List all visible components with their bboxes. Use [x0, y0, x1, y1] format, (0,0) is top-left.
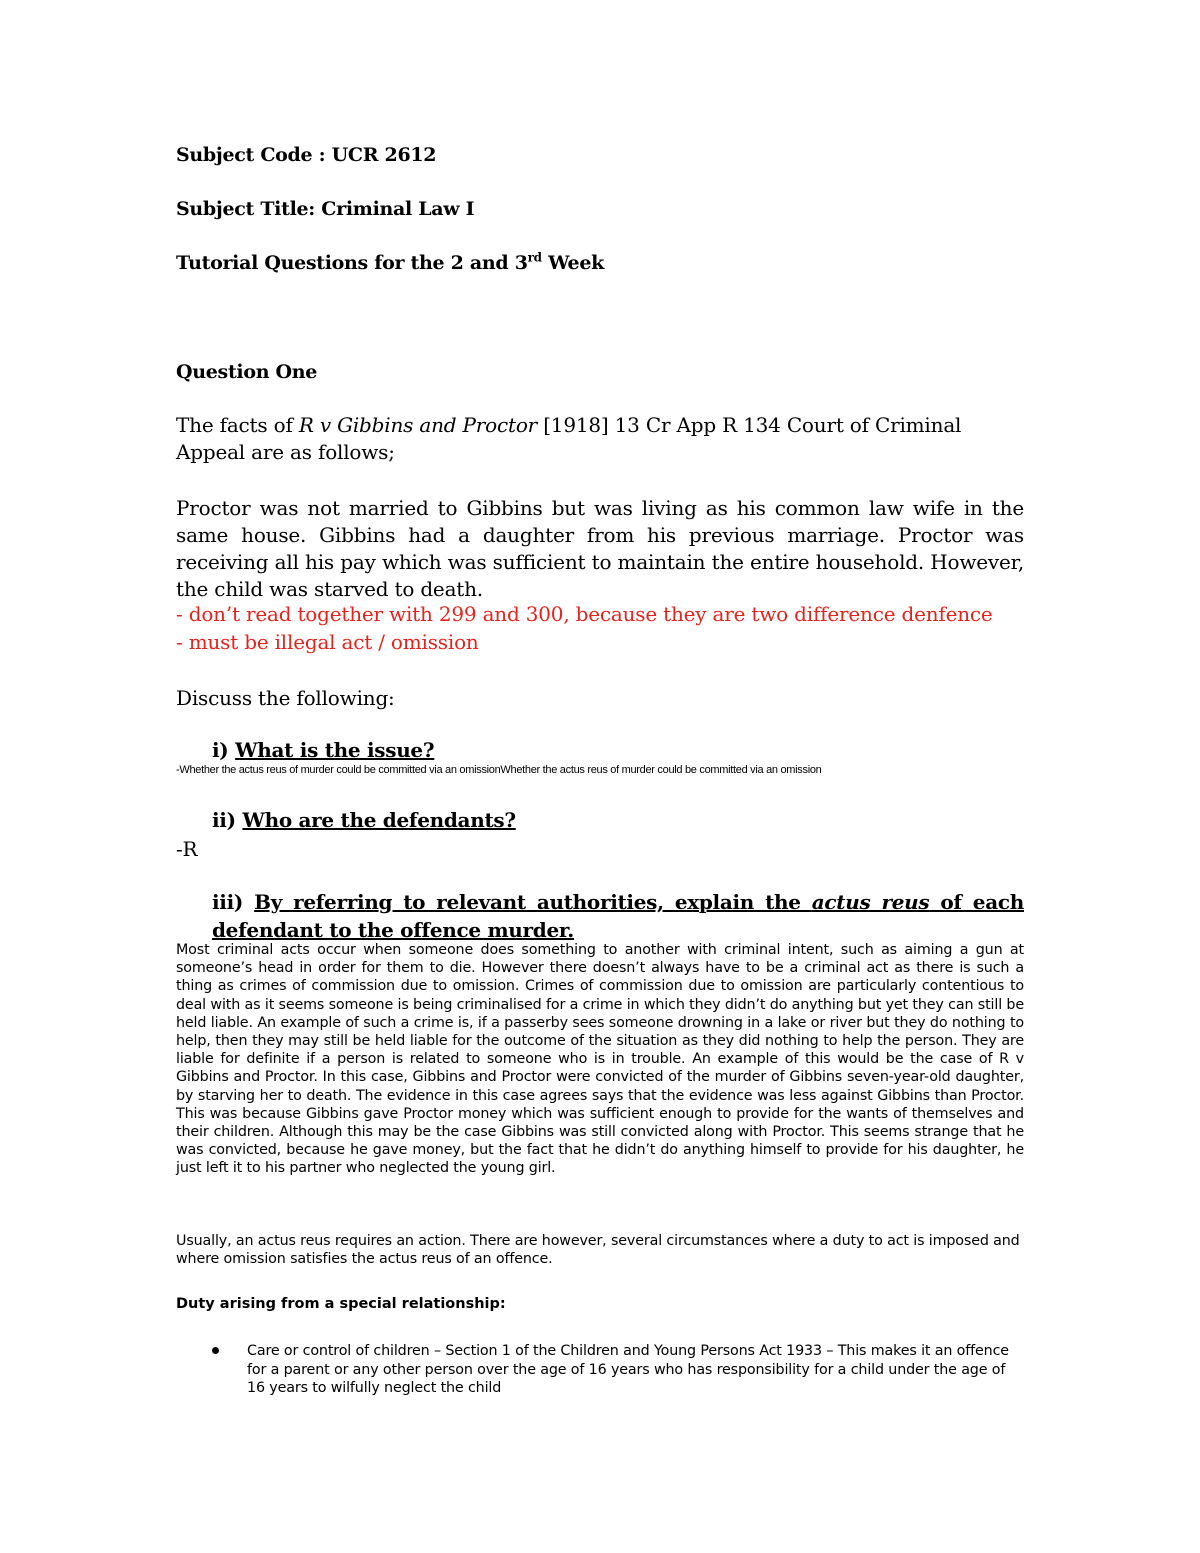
tutorial-title-sup: rd: [527, 250, 542, 265]
subject-code: Subject Code : UCR 2612: [176, 144, 437, 166]
facts-prefix: The facts of: [176, 413, 299, 437]
facts-case-name: R v Gibbins and Proctor: [298, 413, 538, 437]
question-iii-text-a: By referring to relevant authorities, explain the: [254, 890, 812, 914]
question-i-text: What is the issue?: [235, 738, 435, 762]
question-iii-label: iii): [212, 890, 255, 914]
answer-paragraph-2: Usually, an actus reus requires an action. There are however, several circumstances where a duty to act is imposed and where omission satisfies the actus reus of an offence.: [176, 1233, 1020, 1268]
facts-intro: [176, 412, 1016, 466]
question-i-answer: -Whether the actus reus of murder could be committed via an omissionWhether the actus reus of murder could be committed via an omission: [176, 764, 822, 776]
subject-title: Subject Title: Criminal Law I: [176, 198, 475, 220]
question-ii-answer: -R: [176, 837, 198, 861]
question-iii: [212, 888, 1024, 944]
question-one-heading: Question One: [176, 361, 318, 383]
bullet-icon: [212, 1347, 219, 1354]
note-line-2: - must be illegal act / omission: [176, 630, 479, 654]
question-iii-text-b: of each defendant to the offence murder.: [212, 890, 1024, 942]
question-i-label: i): [212, 738, 236, 762]
bullet-item-1: Care or control of children – Section 1 of the Children and Young Persons Act 1933 – This makes it an offence for a parent or any other person over the age of 16 years who has responsibility for a child under the age of 16 years to wilfully neglect the child: [247, 1343, 1009, 1396]
question-ii-text: Who are the defendants?: [242, 808, 516, 832]
duty-heading: Duty arising from a special relationship:: [176, 1296, 506, 1312]
discuss-label: Discuss the following:: [176, 686, 395, 710]
question-ii: [212, 808, 516, 832]
tutorial-title: [176, 252, 604, 274]
question-iii-text: [212, 890, 1024, 942]
answer-paragraph-1: Most criminal acts occur when someone does something to another with criminal intent, such as aiming a gun at someone’s head in order for them to die. However there doesn’t always have to be a criminal act as there is such a thing as crimes of commission due to omission. Crimes of commission due to omission are particularly contentious to deal with as it seems someone is being criminalised for a crime in which they didn’t do anything but yet they can still be held liable. An example of such a crime is, if a passerby sees someone drowning in a lake or river but they do nothing to help, then they may still be held liable for the outcome of the situation as they did nothing to help the person. They are liable for definite if a person is related to someone who is in trouble. An example of this would be the case of R v Gibbins and Proctor. In this case, Gibbins and Proctor were convicted of the murder of Gibbins seven-year-old daughter, by starving her to death. The evidence in this case agrees says that the evidence was less against Gibbins than Proctor. This was because Gibbins gave Proctor money which was sufficient enough to provide for the wants of themselves and their children. Although this may be the case Gibbins was still convicted along with Proctor. This seems strange that he was convicted, because he gave money, but the fact that he didn’t do anything himself to provide for his daughter, he just left it to his partner who neglected the young girl.: [176, 942, 1024, 1177]
facts-paragraph: Proctor was not married to Gibbins but was living as his common law wife in the same house. Gibbins had a daughter from his previous marriage. Proctor was receiving all his pay which was sufficient to maintain the entire household. However, the child was starved to death.: [176, 496, 1024, 601]
tutorial-title-suffix: Week: [541, 252, 604, 274]
question-iii-text-em: actus reus: [811, 890, 930, 914]
tutorial-title-prefix: Tutorial Questions for the 2 and 3: [176, 252, 528, 274]
question-i: [212, 738, 434, 762]
note-line-1: - don’t read together with 299 and 300, because they are two difference denfence: [176, 602, 993, 626]
facts-suffix: [1918] 13 Cr App R 134 Court of Criminal Appeal are as follows;: [176, 413, 962, 464]
question-ii-label: ii): [212, 808, 243, 832]
